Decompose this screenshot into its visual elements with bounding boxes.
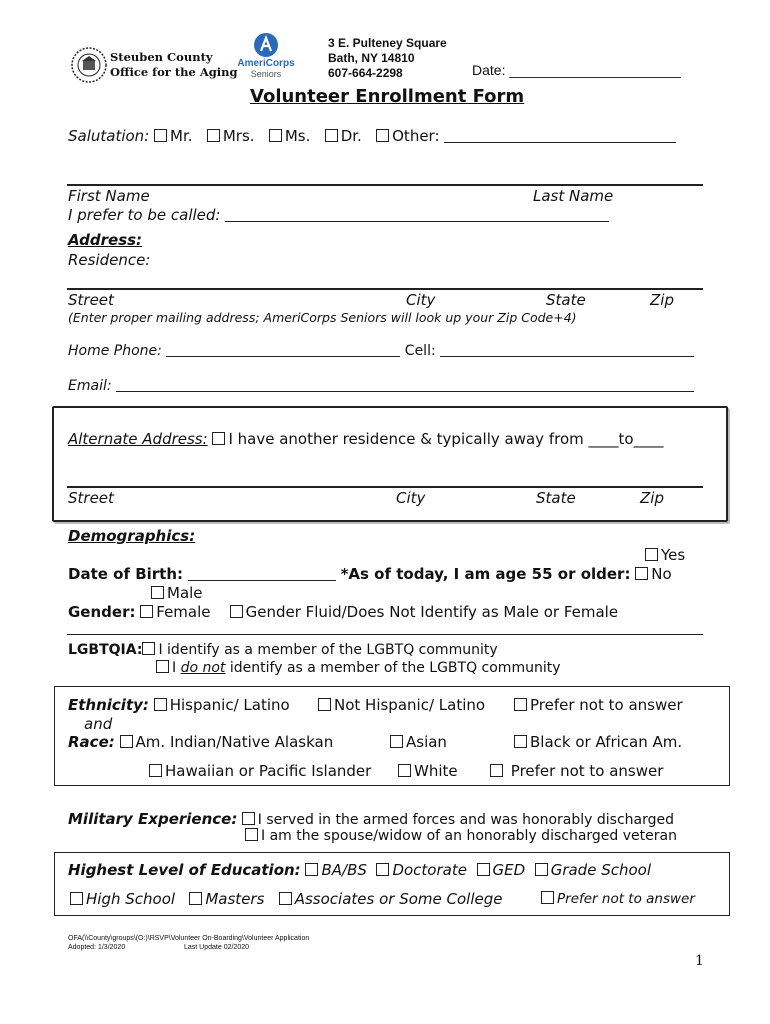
- email-blank[interactable]: [116, 391, 694, 392]
- gender-male[interactable]: Male: [151, 584, 203, 602]
- race-white[interactable]: White: [398, 762, 458, 780]
- checkbox-icon[interactable]: [149, 764, 162, 777]
- residence-line[interactable]: [67, 288, 703, 290]
- eth-hispanic[interactable]: Hispanic/ Latino: [154, 696, 290, 714]
- alternate-label: Alternate Address:: [68, 430, 208, 448]
- edu-doctorate[interactable]: Doctorate: [376, 861, 467, 879]
- gender-female[interactable]: Female: [140, 603, 210, 621]
- checkbox-icon[interactable]: [645, 548, 658, 561]
- gender-row: [68, 603, 618, 621]
- checkbox-icon[interactable]: [490, 764, 503, 777]
- alt-zip-label: Zip: [640, 489, 664, 507]
- office-phone: 607-664-2298: [328, 66, 403, 80]
- education-row1: [68, 861, 651, 879]
- cell-label: Cell:: [404, 343, 436, 359]
- alternate-text: I have another residence & typically away from ____to____: [228, 430, 664, 448]
- checkbox-icon[interactable]: [390, 735, 403, 748]
- salutation-row: [68, 127, 676, 145]
- address-line1: 3 E. Pulteney Square: [328, 36, 447, 50]
- footer-path: OFA(\\County\groups\(O:)\RSVP\Volunteer On-Boarding\Volunteer Application: [68, 935, 310, 942]
- dob-row: [68, 565, 672, 583]
- checkbox-icon[interactable]: [514, 698, 527, 711]
- americorps-logo: [236, 32, 296, 82]
- checkbox-icon[interactable]: [376, 129, 389, 142]
- military-spouse[interactable]: I am the spouse/widow of an honorably discharged veteran: [245, 828, 677, 844]
- checkbox-icon[interactable]: [154, 698, 167, 711]
- checkbox-icon[interactable]: [230, 605, 243, 618]
- alt-state-label: State: [536, 489, 576, 507]
- checkbox-icon[interactable]: [120, 735, 133, 748]
- do-not-emphasis: do not: [180, 660, 226, 676]
- checkbox-icon[interactable]: [305, 863, 318, 876]
- org-name: [110, 50, 238, 80]
- americorps-line1: AmeriCorps: [237, 58, 295, 69]
- gender-label: Gender:: [68, 603, 136, 621]
- state-label: State: [546, 291, 586, 309]
- race-row: [68, 733, 333, 751]
- americorps-line2: Seniors: [250, 69, 282, 79]
- checkbox-icon[interactable]: [318, 698, 331, 711]
- edu-prefer-not[interactable]: Prefer not to answer: [541, 891, 695, 907]
- salutation-mr[interactable]: Mr.: [154, 127, 193, 145]
- email-row: [68, 378, 694, 394]
- checkbox-icon[interactable]: [514, 735, 527, 748]
- alt-city-label: City: [396, 489, 426, 507]
- eth-prefer-not[interactable]: Prefer not to answer: [514, 696, 683, 714]
- org-line2: Office for the Aging: [110, 65, 238, 79]
- salutation-mrs[interactable]: Mrs.: [207, 127, 255, 145]
- home-phone-label: Home Phone:: [68, 343, 162, 359]
- alternate-row: [68, 430, 664, 448]
- preferred-name-row: [68, 206, 609, 224]
- salutation-other[interactable]: Other:: [376, 127, 439, 145]
- education-label: Highest Level of Education:: [68, 861, 301, 879]
- checkbox-icon[interactable]: [398, 764, 411, 777]
- office-address: [328, 36, 447, 81]
- street-label: Street: [68, 291, 114, 309]
- cell-blank[interactable]: [440, 356, 694, 357]
- last-name-label: Last Name: [533, 187, 614, 205]
- first-name-label: First Name: [68, 187, 150, 205]
- edu-masters[interactable]: Masters: [189, 890, 264, 908]
- edu-ged[interactable]: GED: [477, 861, 526, 879]
- name-line[interactable]: [67, 184, 703, 186]
- checkbox-icon[interactable]: [376, 863, 389, 876]
- address-heading: Address:: [68, 231, 143, 249]
- checkbox-icon[interactable]: [325, 129, 338, 142]
- military-served[interactable]: I served in the armed forces and was honorably discharged: [257, 812, 674, 828]
- checkbox-icon[interactable]: [212, 432, 225, 445]
- checkbox-icon[interactable]: [541, 891, 554, 904]
- race-am-indian[interactable]: Am. Indian/Native Alaskan: [120, 733, 334, 751]
- other-blank[interactable]: [444, 142, 676, 143]
- dob-blank[interactable]: [188, 580, 336, 581]
- footer-updated: Last Update 02/2020: [184, 944, 249, 951]
- age-no[interactable]: No: [635, 565, 671, 583]
- ethnicity-row: [68, 696, 290, 714]
- race-label: Race:: [68, 733, 115, 751]
- edu-grade-school[interactable]: Grade School: [535, 861, 651, 879]
- race-asian[interactable]: Asian: [390, 733, 447, 751]
- military-row: [68, 810, 674, 828]
- form-title: Volunteer Enrollment Form: [250, 86, 525, 107]
- checkbox-icon[interactable]: [535, 863, 548, 876]
- gender-divider: [67, 634, 703, 635]
- salutation-ms[interactable]: Ms.: [269, 127, 311, 145]
- preferred-name-label: I prefer to be called:: [68, 206, 221, 224]
- age-yes[interactable]: Yes: [645, 546, 685, 564]
- race-hawaiian[interactable]: Hawaiian or Pacific Islander: [149, 762, 371, 780]
- checkbox-icon[interactable]: [635, 567, 648, 580]
- age-question: *As of today, I am age 55 or older:: [340, 565, 631, 583]
- ethnicity-label: Ethnicity:: [68, 696, 149, 714]
- and-label: and: [84, 715, 113, 733]
- alt-street-label: Street: [68, 489, 114, 507]
- checkbox-icon[interactable]: [156, 660, 169, 673]
- page-number: 1: [695, 953, 704, 969]
- steuben-seal-logo: [70, 46, 108, 84]
- checkbox-icon[interactable]: [245, 828, 258, 841]
- edu-ba[interactable]: BA/BS: [305, 861, 366, 879]
- education-row2: [70, 890, 502, 908]
- checkbox-icon[interactable]: [140, 605, 153, 618]
- address-line2: Bath, NY 14810: [328, 51, 415, 65]
- race-black[interactable]: Black or African Am.: [514, 733, 682, 751]
- address-note: (Enter proper mailing address; AmeriCorps Seniors will look up your Zip Code+4): [68, 310, 577, 325]
- lgbtqia-label: LGBTQIA:: [68, 642, 143, 658]
- checkbox-icon[interactable]: [142, 642, 155, 655]
- city-label: City: [406, 291, 436, 309]
- checkbox-icon[interactable]: [279, 892, 292, 905]
- home-phone-blank[interactable]: [166, 356, 400, 357]
- checkbox-icon[interactable]: [269, 129, 282, 142]
- checkbox-icon[interactable]: [242, 812, 255, 825]
- checkbox-icon[interactable]: [477, 863, 490, 876]
- checkbox-icon[interactable]: [154, 129, 167, 142]
- salutation-label: Salutation:: [68, 127, 150, 145]
- checkbox-icon[interactable]: [70, 892, 83, 905]
- salutation-dr[interactable]: Dr.: [325, 127, 362, 145]
- email-label: Email:: [68, 378, 112, 394]
- preferred-name-blank[interactable]: [225, 221, 609, 222]
- military-label: Military Experience:: [68, 810, 238, 828]
- alternate-line[interactable]: [67, 486, 703, 488]
- lgbtq-yes[interactable]: I identify as a member of the LGBTQ community: [158, 642, 498, 658]
- demographics-heading: Demographics:: [68, 527, 196, 545]
- checkbox-icon[interactable]: [189, 892, 202, 905]
- gender-fluid[interactable]: Gender Fluid/Does Not Identify as Male or Female: [230, 603, 619, 621]
- date-field[interactable]: Date: ______________________: [472, 62, 681, 78]
- lgbtq-no-row[interactable]: I do not identify as a member of the LGBTQ community: [156, 660, 561, 676]
- edu-high-school[interactable]: High School: [70, 890, 175, 908]
- phone-row: [68, 343, 694, 359]
- checkbox-icon[interactable]: [207, 129, 220, 142]
- eth-not-hispanic[interactable]: Not Hispanic/ Latino: [318, 696, 485, 714]
- residence-label: Residence:: [68, 251, 151, 269]
- org-line1: Steuben County: [110, 50, 213, 64]
- checkbox-icon[interactable]: [151, 586, 164, 599]
- lgbtqia-row: [68, 642, 498, 658]
- alternate-address-box: [52, 406, 728, 522]
- zip-label: Zip: [650, 291, 674, 309]
- dob-label: Date of Birth:: [68, 565, 184, 583]
- race-prefer-not[interactable]: Prefer not to answer: [490, 762, 663, 780]
- edu-associates[interactable]: Associates or Some College: [279, 890, 503, 908]
- footer-adopted: Adopted: 1/3/2020: [68, 944, 126, 951]
